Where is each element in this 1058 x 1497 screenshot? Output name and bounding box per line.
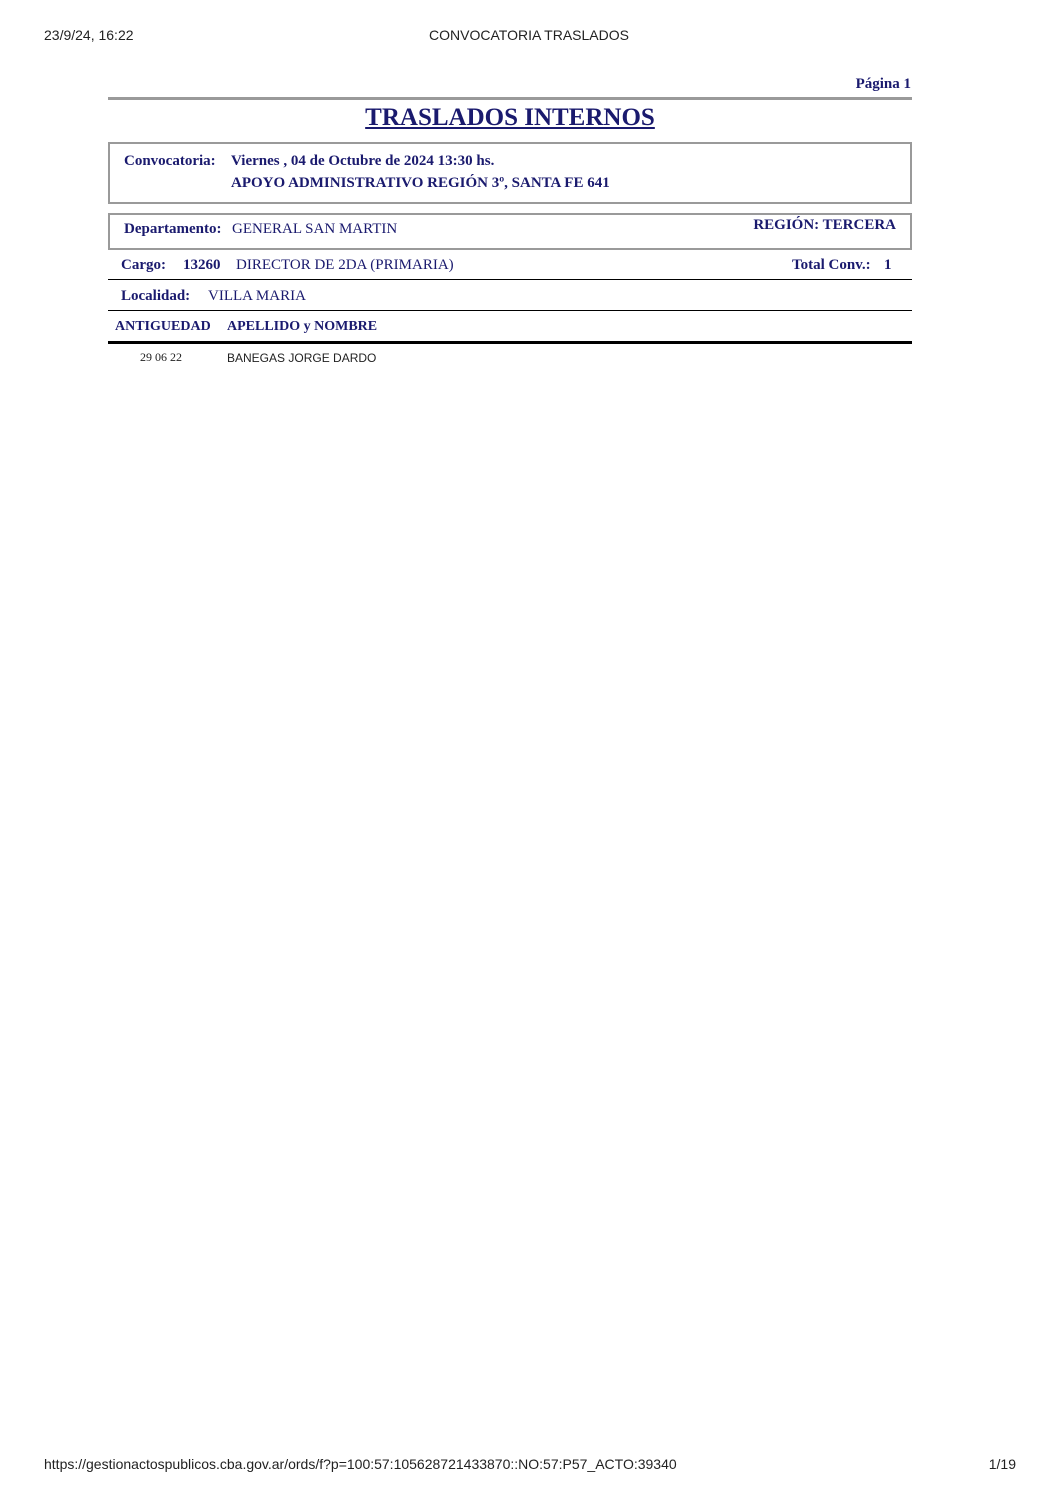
convocatoria-date: Viernes , 04 de Octubre de 2024 13:30 hs. [231, 153, 495, 169]
table-header-divider [108, 341, 912, 344]
convocatoria-place: APOYO ADMINISTRATIVO REGIÓN 3º, SANTA FE 641 [231, 175, 610, 191]
convocatoria-label: Convocatoria: [124, 153, 216, 169]
cargo-label: Cargo: [121, 257, 166, 273]
print-datetime: 23/9/24, 16:22 [44, 27, 134, 43]
region-value: REGIÓN: TERCERA [753, 217, 896, 233]
row-antiguedad: 29 06 22 [140, 350, 182, 364]
column-header-antiguedad: ANTIGUEDAD [115, 319, 211, 334]
print-page-count: 1/19 [988, 1456, 1016, 1472]
total-conv-label: Total Conv.: [792, 257, 871, 273]
column-header-nombre: APELLIDO y NOMBRE [227, 319, 378, 334]
localidad-label: Localidad: [121, 288, 191, 304]
page-number: Página 1 [855, 76, 911, 92]
departamento-label: Departamento: [124, 221, 222, 237]
row-nombre: BANEGAS JORGE DARDO [227, 351, 377, 365]
print-url: https://gestionactospublicos.cba.gov.ar/ords/f?p=100:57:105628721433870::NO:57:P57_ACTO:39340 [44, 1456, 677, 1472]
report-title: TRASLADOS INTERNOS [365, 104, 655, 131]
localidad-divider [108, 310, 912, 311]
convocatoria-box [108, 142, 912, 204]
cargo-name: DIRECTOR DE 2DA (PRIMARIA) [236, 257, 454, 273]
cargo-code: 13260 [183, 257, 221, 273]
top-divider [108, 97, 912, 100]
localidad-value: VILLA MARIA [208, 288, 306, 304]
print-page-title: CONVOCATORIA TRASLADOS [429, 27, 629, 43]
total-conv-value: 1 [884, 257, 892, 273]
cargo-divider [108, 279, 912, 280]
departamento-value: GENERAL SAN MARTIN [232, 221, 398, 237]
